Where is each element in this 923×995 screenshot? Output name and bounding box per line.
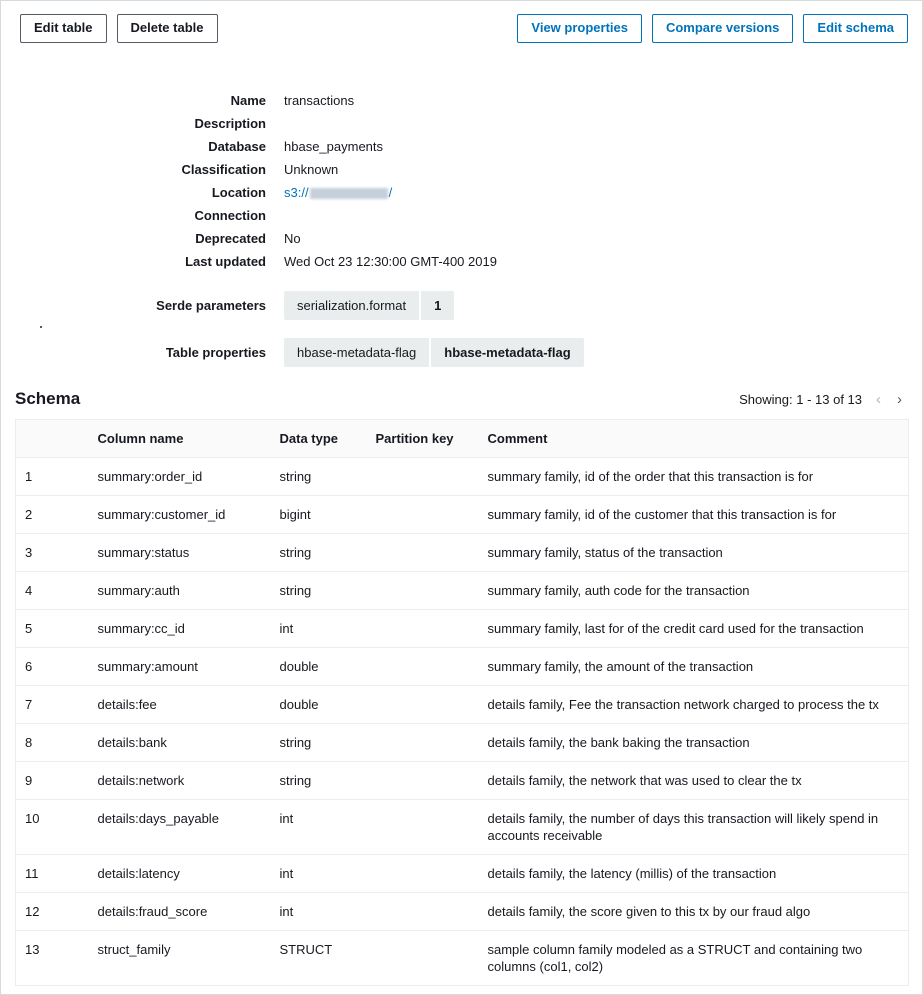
deprecated-label: Deprecated [195,231,266,246]
connection-label: Connection [194,208,266,223]
row-data-type: int [280,893,376,931]
row-index: 9 [16,762,98,800]
row-comment: summary family, auth code for the transaction [488,572,909,610]
column-header-column-name: Column name [98,420,280,458]
table-details-list [1,55,922,367]
name-label: Name [230,93,266,108]
row-index: 12 [16,893,98,931]
row-column-name: details:bank [98,724,280,762]
row-comment: summary family, the amount of the transaction [488,648,909,686]
location-prefix: s3:// [284,185,309,200]
row-column-name: summary:customer_id [98,496,280,534]
schema-table-body [16,458,909,986]
schema-pagination [739,392,908,407]
detail-row-name [1,93,922,108]
row-partition-key [376,572,488,610]
table-row [16,762,909,800]
row-data-type: bigint [280,496,376,534]
row-index: 3 [16,534,98,572]
row-partition-key [376,724,488,762]
table-row [16,931,909,986]
schema-title: Schema [15,389,81,408]
row-comment: summary family, id of the order that this transaction is for [488,458,909,496]
column-header-index [16,420,98,458]
edit-schema-button[interactable]: Edit schema [803,14,908,43]
row-comment: details family, the latency (millis) of the transaction [488,855,909,893]
column-header-data-type: Data type [280,420,376,458]
detail-row-connection [1,208,922,223]
description-label: Description [194,116,266,131]
row-data-type: string [280,762,376,800]
row-data-type: int [280,610,376,648]
location-suffix: / [388,185,393,200]
table-row [16,610,909,648]
database-label: Database [208,139,266,154]
row-data-type: int [280,800,376,855]
row-index: 13 [16,931,98,986]
row-data-type: string [280,572,376,610]
row-partition-key [376,893,488,931]
compare-versions-button[interactable]: Compare versions [652,14,793,43]
row-column-name: summary:status [98,534,280,572]
row-index: 5 [16,610,98,648]
table-row [16,893,909,931]
decorative-dot [40,326,42,328]
previous-page-icon[interactable]: ‹ [876,390,881,408]
schema-showing-count: Showing: 1 - 13 of 13 [739,391,862,407]
table-properties-chip-group [284,338,584,367]
table-properties-chip-value: hbase-metadata-flag [429,338,583,367]
column-header-partition-key: Partition key [376,420,488,458]
row-partition-key [376,458,488,496]
table-row [16,855,909,893]
row-column-name: summary:cc_id [98,610,280,648]
detail-row-description [1,116,922,131]
table-row [16,724,909,762]
row-partition-key [376,800,488,855]
table-row [16,458,909,496]
detail-row-database [1,139,922,154]
row-partition-key [376,931,488,986]
row-comment: details family, the score given to this tx by our fraud algo [488,893,909,931]
serde-chip-key: serialization.format [284,291,419,320]
schema-table [15,419,909,986]
row-partition-key [376,496,488,534]
row-data-type: int [280,855,376,893]
row-index: 11 [16,855,98,893]
table-row [16,648,909,686]
table-row [16,534,909,572]
row-comment: details family, the network that was used to clear the tx [488,762,909,800]
row-comment: details family, Fee the transaction network charged to process the tx [488,686,909,724]
row-comment: summary family, id of the customer that this transaction is for [488,496,909,534]
row-column-name: summary:amount [98,648,280,686]
row-partition-key [376,648,488,686]
detail-row-deprecated [1,231,922,246]
delete-table-button[interactable]: Delete table [117,14,218,43]
location-value[interactable] [266,185,392,200]
row-index: 2 [16,496,98,534]
row-column-name: struct_family [98,931,280,986]
row-index: 4 [16,572,98,610]
view-properties-button[interactable]: View properties [517,14,642,43]
column-header-comment: Comment [488,420,909,458]
row-column-name: details:latency [98,855,280,893]
row-comment: sample column family modeled as a STRUCT and containing two columns (col1, col2) [488,931,909,986]
detail-row-last-updated [1,254,922,269]
table-row [16,800,909,855]
row-data-type[interactable]: STRUCT [280,931,376,986]
name-value: transactions [284,93,355,108]
row-column-name: details:fraud_score [98,893,280,931]
row-data-type: double [280,686,376,724]
location-label: Location [211,185,266,200]
deprecated-value: No [284,231,301,246]
serde-chip-group [284,291,454,320]
table-properties-value [266,338,584,367]
row-comment: details family, the bank baking the transaction [488,724,909,762]
table-row [16,496,909,534]
detail-row-serde-parameters [1,291,922,320]
toolbar-right-group [517,14,908,43]
next-page-icon[interactable]: › [897,390,902,408]
detail-row-location [1,185,922,200]
table-row [16,572,909,610]
last-updated-label: Last updated [185,254,266,269]
row-data-type: string [280,534,376,572]
last-updated-value: Wed Oct 23 12:30:00 GMT-400 2019 [284,254,497,269]
row-index: 8 [16,724,98,762]
row-comment: summary family, status of the transaction [488,534,909,572]
row-comment: details family, the number of days this transaction will likely spend in accounts receivable [488,800,909,855]
row-partition-key [376,762,488,800]
row-partition-key [376,855,488,893]
row-comment: summary family, last for of the credit card used for the transaction [488,610,909,648]
database-value: hbase_payments [284,139,384,154]
edit-table-button[interactable]: Edit table [20,14,107,43]
detail-row-table-properties [1,338,922,367]
classification-label: Classification [181,162,266,177]
schema-header [1,375,922,409]
row-index: 1 [16,458,98,496]
row-column-name: details:fee [98,686,280,724]
row-column-name: details:network [98,762,280,800]
toolbar [1,1,922,55]
row-data-type: string [280,458,376,496]
row-data-type: double [280,648,376,686]
serde-parameters-value [266,291,454,320]
detail-row-classification [1,162,922,177]
row-partition-key [376,686,488,724]
row-index: 10 [16,800,98,855]
row-index: 7 [16,686,98,724]
row-column-name: summary:auth [98,572,280,610]
serde-chip-value: 1 [419,291,454,320]
row-column-name: summary:order_id [98,458,280,496]
row-column-name: details:days_payable [98,800,280,855]
toolbar-left-group [20,14,218,43]
row-partition-key [376,610,488,648]
row-data-type: string [280,724,376,762]
table-properties-chip-key: hbase-metadata-flag [284,338,429,367]
row-index: 6 [16,648,98,686]
classification-value: Unknown [284,162,339,177]
schema-table-header-row [16,420,909,458]
row-partition-key [376,534,488,572]
redacted-location-icon [310,188,388,199]
table-properties-label: Table properties [165,345,266,360]
serde-parameters-label: Serde parameters [156,298,266,313]
table-row [16,686,909,724]
